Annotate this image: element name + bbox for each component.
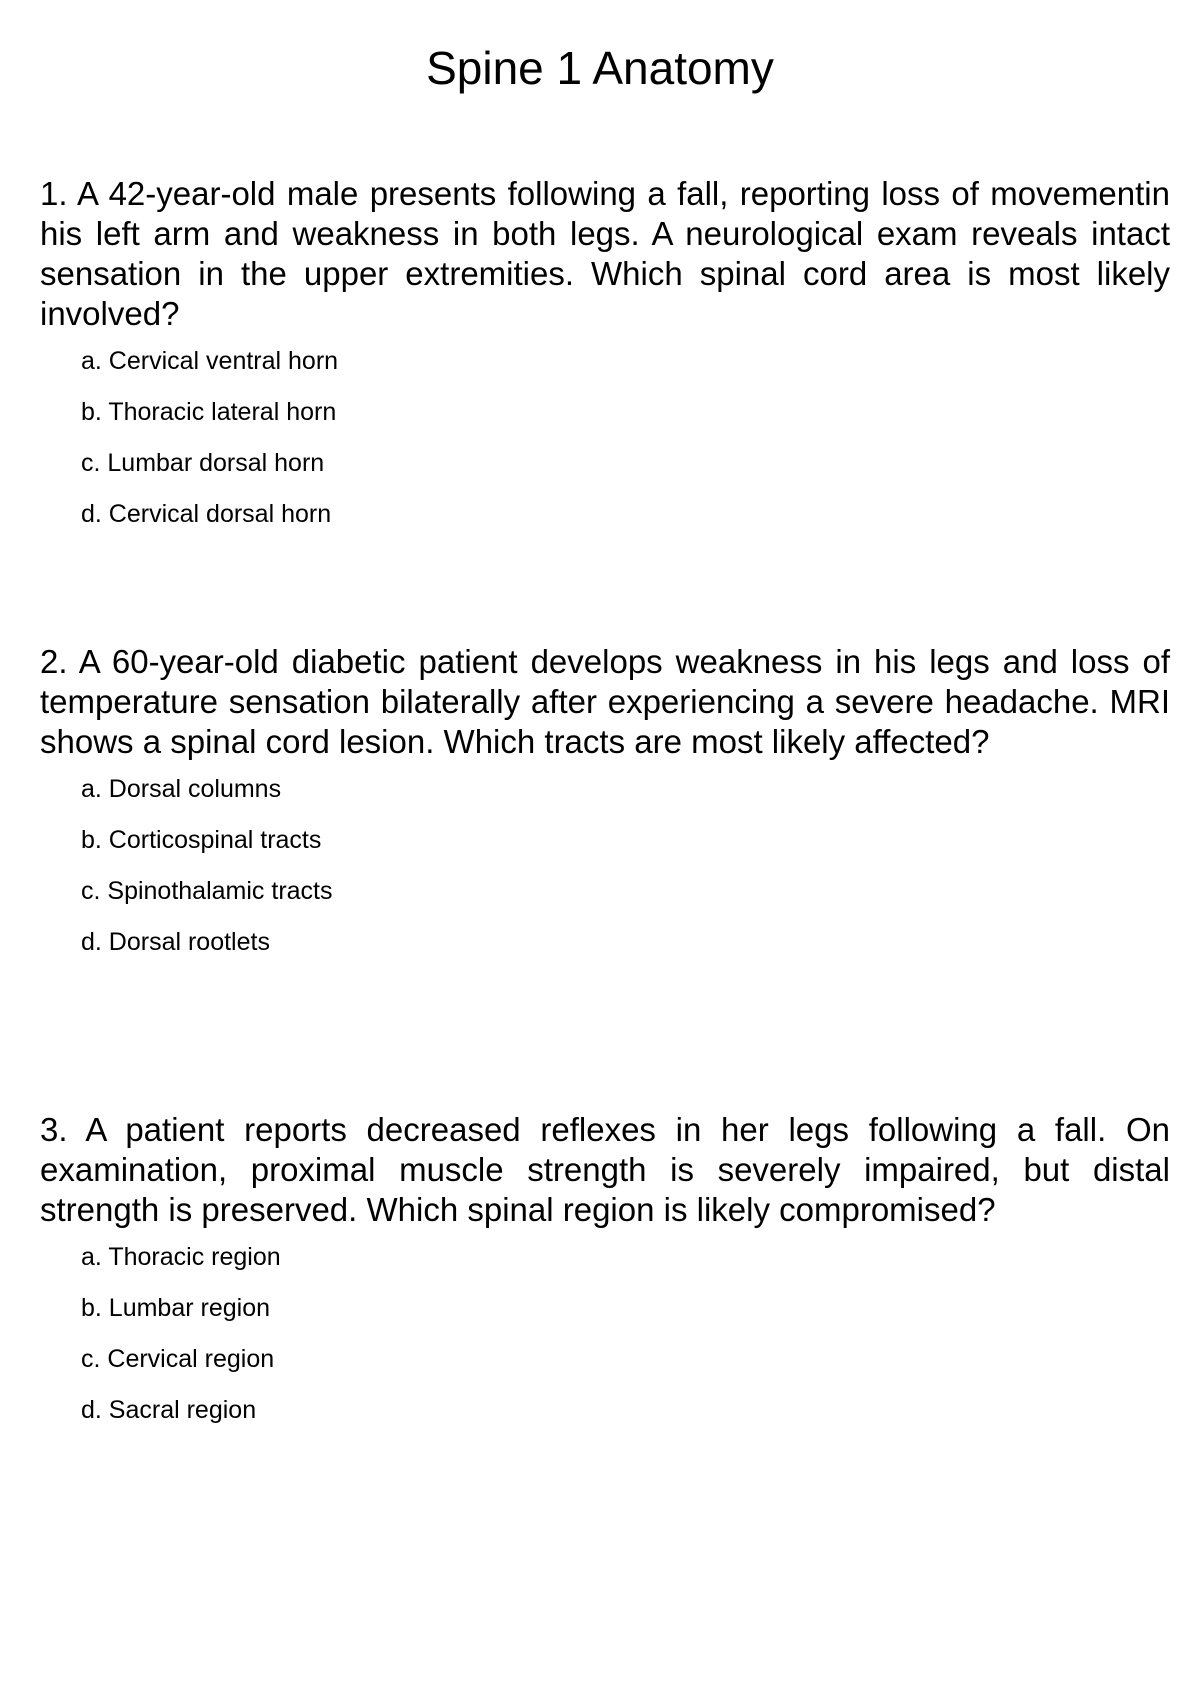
question-3-option-d: d. Sacral region <box>81 1396 257 1424</box>
question-2-option-a: a. Dorsal columns <box>81 775 282 803</box>
question-3-option-a: a. Thoracic region <box>81 1243 281 1271</box>
question-1-option-c: c. Lumbar dorsal horn <box>81 449 325 477</box>
question-3-options <box>40 1232 1170 1436</box>
question-2-options <box>40 764 1170 968</box>
page-title: Spine 1 Anatomy <box>426 42 774 94</box>
question-3-stem: 3. A patient reports decreased reflexes in her legs following a fall. On examination, proximal muscle strength is severely impaired, but distal strength is preserved. Which spinal region is likely compromised? <box>40 1111 1170 1228</box>
question-2-option-b: b. Corticospinal tracts <box>81 826 322 854</box>
question-1-option-a: a. Cervical ventral horn <box>81 347 339 375</box>
question-1-option-b: b. Thoracic lateral horn <box>81 398 337 426</box>
question-1-option-d: d. Cervical dorsal horn <box>81 500 332 528</box>
question-3-option-b: b. Lumbar region <box>81 1294 271 1322</box>
question-2-option-d: d. Dorsal rootlets <box>81 928 270 956</box>
question-2 <box>40 642 1170 968</box>
question-2-option-c: c. Spinothalamic tracts <box>81 877 333 905</box>
question-3-option-c: c. Cervical region <box>81 1345 275 1373</box>
question-1-stem: 1. A 42-year-old male presents following a fall, reporting loss of movementin his left arm and weakness in both legs. A neurological exam reveals intact sensation in the upper extremities. Which spinal cord area is most likely involved? <box>40 175 1170 332</box>
question-3 <box>40 1110 1170 1436</box>
question-2-stem: 2. A 60-year-old diabetic patient develops weakness in his legs and loss of temperature sensation bilaterally after experiencing a severe headache. MRI shows a spinal cord lesion. Which tracts are most likely affected? <box>40 643 1170 760</box>
question-1 <box>40 174 1170 540</box>
question-1-options <box>40 336 1170 540</box>
